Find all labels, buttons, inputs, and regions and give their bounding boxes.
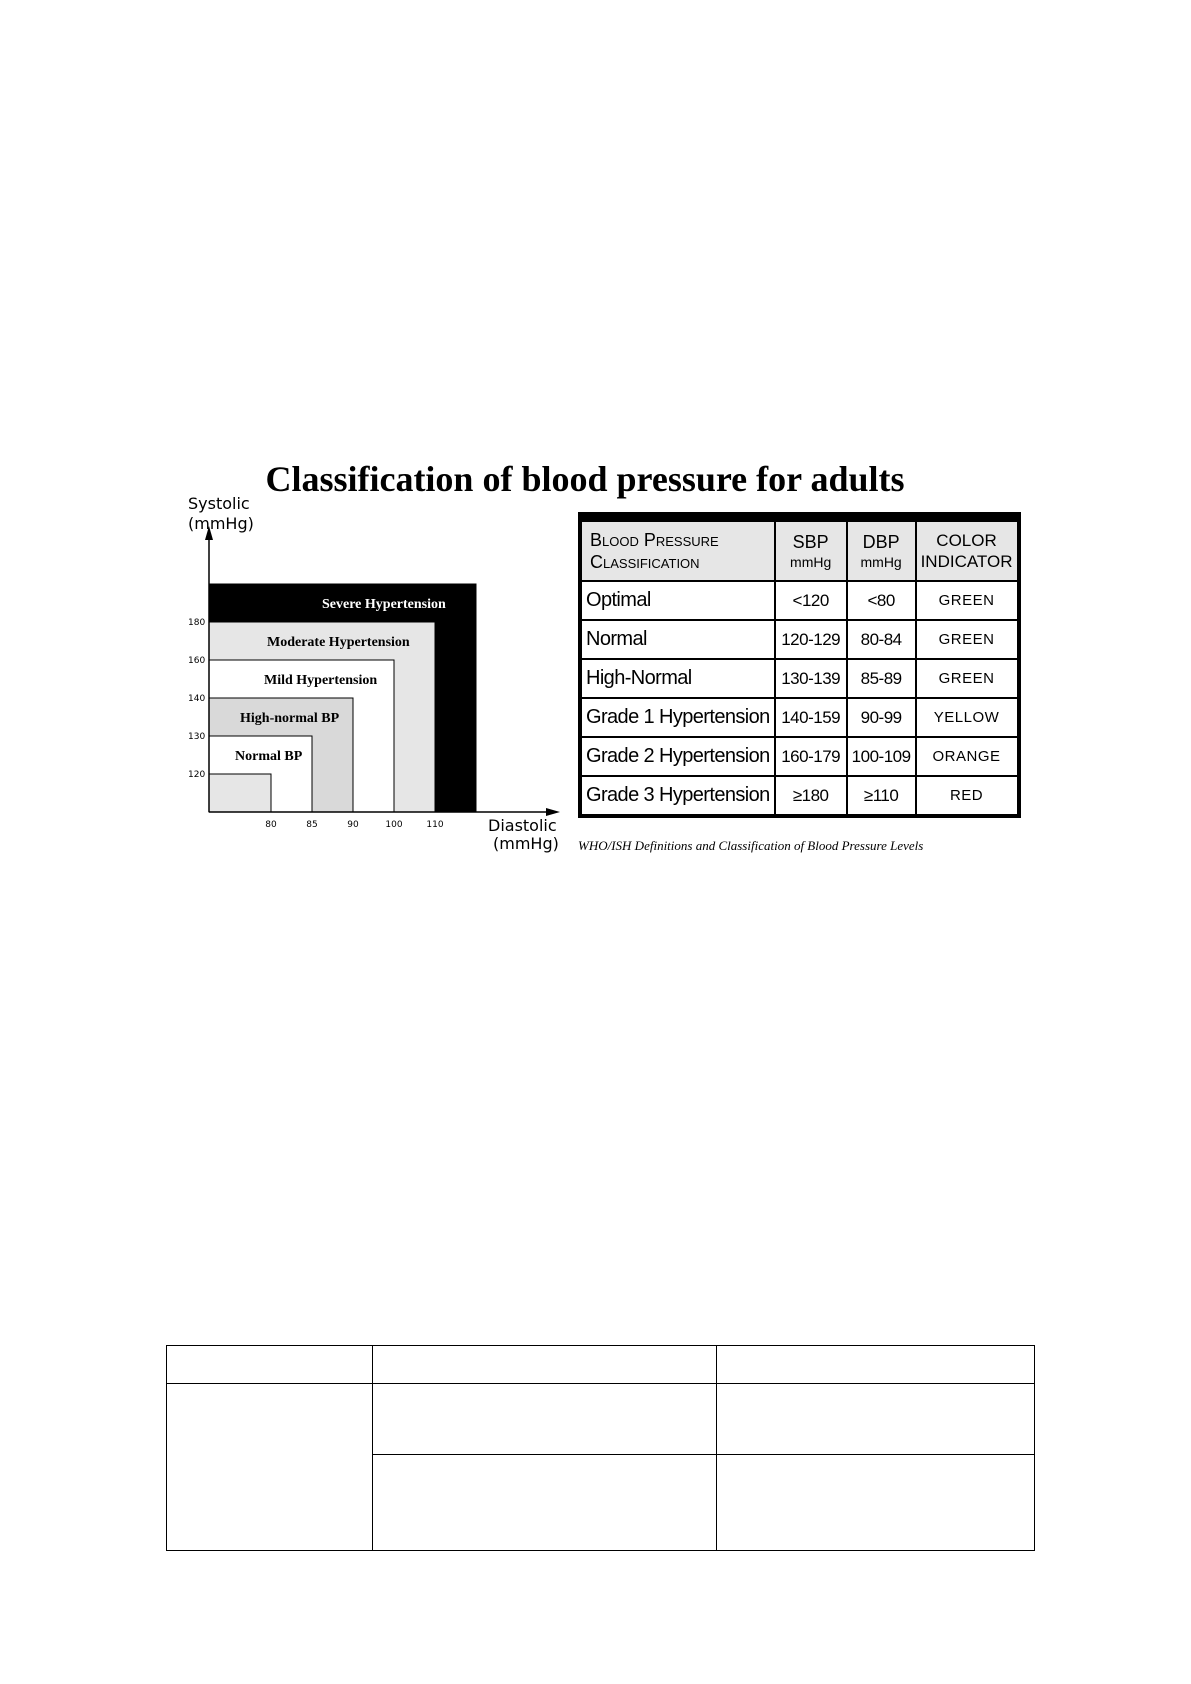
table-cell [373,1455,717,1551]
y-axis-label-line2: (mmHg) [188,514,254,533]
table-cell [373,1384,717,1455]
table-cell [717,1384,1035,1455]
x-axis-label-line1: Diastolic [488,816,557,835]
header-classification [580,517,775,581]
y-tick-label: 180 [188,618,206,628]
zone-inner [209,774,271,812]
table-row [580,620,1019,659]
y-tick-label: 120 [188,770,206,780]
table-cell [167,1384,373,1551]
row-dbp: 90-99 [847,698,916,737]
row-sbp: 120-129 [775,620,847,659]
table-row [580,737,1019,776]
header-dbp [847,517,916,581]
table-row [580,581,1019,620]
table-row [167,1346,1035,1384]
row-color: YELLOW [916,698,1019,737]
row-classification: Grade 2 Hypertension [580,737,775,776]
header-dbp-unit: mmHg [860,554,902,570]
row-color: RED [916,776,1019,816]
row-color: GREEN [916,581,1019,620]
table-row [580,659,1019,698]
header-classification-line1: Blood Pressure [590,530,719,550]
row-sbp: <120 [775,581,847,620]
zone-label: Mild Hypertension [264,673,378,688]
row-dbp: ≥110 [847,776,916,816]
header-sbp-label: SBP [792,532,829,552]
row-dbp: 100-109 [847,737,916,776]
x-tick-label: 90 [347,820,359,830]
zone-label: Severe Hypertension [322,597,446,612]
x-tick-label: 85 [306,820,318,830]
y-axis-label-line1: Systolic [188,494,250,513]
x-axis-arrow [546,808,560,816]
zone-label: Normal BP [235,749,303,764]
table-cell [717,1346,1035,1384]
zone-label: High-normal BP [240,711,340,726]
x-tick-label: 80 [265,820,277,830]
bp-classification-table [578,512,1021,818]
table-row [167,1384,1035,1455]
header-classification-line2: Classification [590,552,700,572]
zone-label: Moderate Hypertension [267,635,410,650]
header-color-line1: COLOR [936,531,997,550]
row-classification: Optimal [580,581,775,620]
row-color: GREEN [916,659,1019,698]
table-cell [373,1346,717,1384]
page-title: Classification of blood pressure for adults [265,459,905,499]
row-dbp: 85-89 [847,659,916,698]
y-tick-label: 140 [188,694,206,704]
table-row [580,776,1019,816]
header-sbp-unit: mmHg [790,554,832,570]
header-color-indicator [916,517,1019,581]
header-sbp [775,517,847,581]
row-classification: Normal [580,620,775,659]
header-color-line2: INDICATOR [920,552,1013,571]
row-dbp: 80-84 [847,620,916,659]
y-tick-label: 160 [188,656,206,666]
x-axis-label-line2: (mmHg) [493,834,559,853]
bp-classification-chart [180,490,560,870]
row-dbp: <80 [847,581,916,620]
row-sbp: 160-179 [775,737,847,776]
x-tick-label: 110 [426,820,444,830]
x-tick-label: 100 [385,820,403,830]
table-cell [167,1346,373,1384]
header-dbp-label: DBP [862,532,900,552]
row-classification: Grade 3 Hypertension [580,776,775,816]
row-sbp: 140-159 [775,698,847,737]
row-color: ORANGE [916,737,1019,776]
table-row [580,698,1019,737]
row-color: GREEN [916,620,1019,659]
table-caption: WHO/ISH Definitions and Classification of Blood Pressure Levels [578,838,924,853]
row-classification: Grade 1 Hypertension [580,698,775,737]
table-header-row [580,517,1019,581]
y-tick-label: 130 [188,732,206,742]
table-cell [717,1455,1035,1551]
row-sbp: ≥180 [775,776,847,816]
empty-form-table [166,1345,1035,1551]
row-sbp: 130-139 [775,659,847,698]
row-classification: High-Normal [580,659,775,698]
